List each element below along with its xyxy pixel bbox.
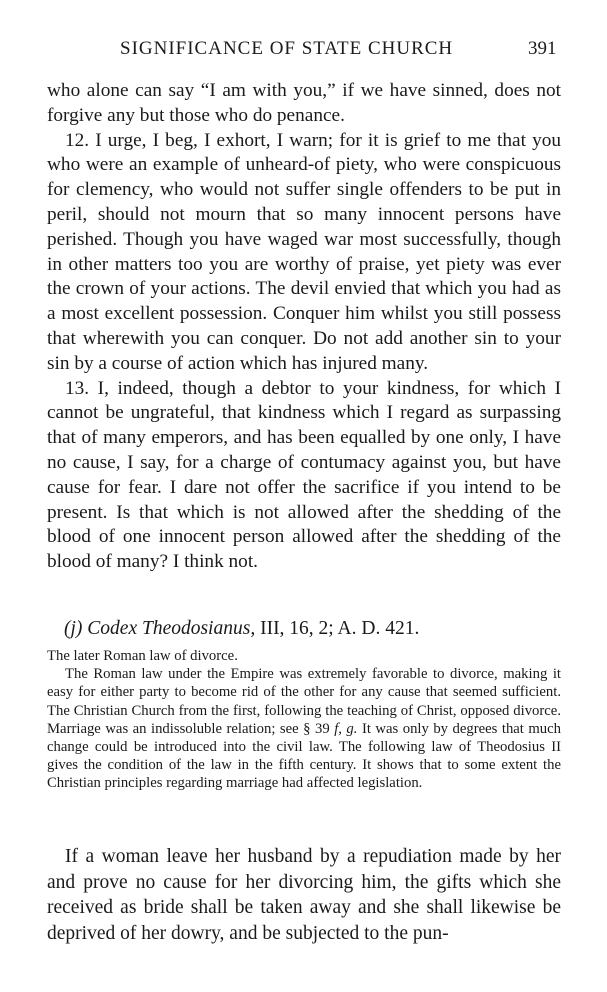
- law-text: [47, 844, 561, 946]
- running-head: [0, 38, 607, 68]
- note-text-before: The Roman law under the Empire was extremely favorable to divorce, making it easy for either party to become rid of the other for any cause that seemed sufficient. The Christian Church from the first, following the teaching of Christ, opposed divorce. Marriage was an indissoluble relation; see § 39: [47, 666, 561, 737]
- paragraph-12: 12. I urge, I beg, I exhort, I warn; for it is grief to me that you who were an example of unheard-of piety, who were conspicuous for clemency, who would not suffer single offenders to be put in peril, should not mourn that so many innocent persons have perished. Though you have waged war most successfully, though in other matters too you are worthy of praise, yet piety was ever the crown of your actions. The devil envied that which you had as a most excellent possession. Conquer him whilst you still possess that wherewith you can conquer. Do not add another sin to your sin by a course of action which has injured many.: [47, 129, 561, 374]
- source-heading: [64, 616, 561, 642]
- note-cross-reference: f, g.: [334, 720, 358, 737]
- source-label: (j): [64, 618, 83, 639]
- source-reference: III, 16, 2; A. D. 421.: [260, 618, 420, 639]
- note-title: The later Roman law of divorce.: [47, 648, 238, 664]
- paragraph-13: 13. I, indeed, though a debtor to your kindness, for which I cannot be ungrateful, that kindness which I regard as surpassing that of many emperors, and has been equalled by one only, I have no cause, I say, for a charge of contumacy against you, but have cause for fear. I dare not offer the sacrifice if you intend to be present. Is that which is not allowed after the shedding of the blood of one innocent person allowed after the shedding of the blood of many? I think not.: [47, 377, 561, 573]
- editorial-note: [47, 647, 561, 793]
- running-title: SIGNIFICANCE OF STATE CHURCH: [120, 38, 454, 59]
- paragraph-continuation: who alone can say “I am with you,” if we have sinned, does not forgive any but those who do penance.: [47, 80, 561, 126]
- note-text-after: It was only by degrees that much change could be introduced into the civil law. The following law of Theodosius II gives the condition of the law in the fifth century. It shows that to some extent the Christian principles regarding marriage had affected legislation.: [47, 720, 562, 792]
- law-paragraph: If a woman leave her husband by a repudiation made by her and prove no cause for her divorcing him, the gifts which she received as bride shall be taken away and she shall likewise be deprived of her dowry, and be subjected to the pun-: [47, 846, 561, 944]
- source-work: Codex Theodosianus,: [87, 618, 256, 639]
- note-body: [47, 665, 561, 792]
- main-text: [47, 79, 561, 575]
- page-number: 391: [528, 38, 557, 59]
